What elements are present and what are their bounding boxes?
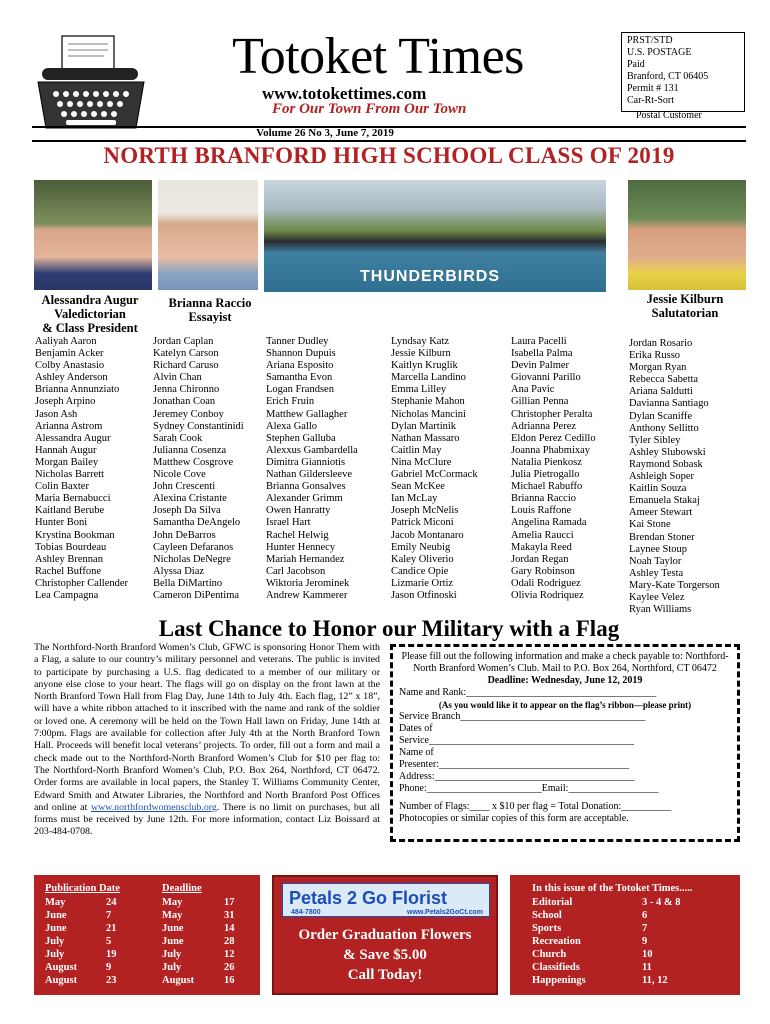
issue-pages: 3 - 4 & 8 bbox=[642, 897, 681, 908]
typewriter-illustration bbox=[32, 32, 150, 136]
postage-line: Paid bbox=[627, 59, 645, 70]
issue-pages: 6 bbox=[642, 910, 648, 921]
graduate-name: Ana Pavic bbox=[511, 384, 555, 396]
graduate-name: Benjamin Acker bbox=[35, 348, 104, 360]
florist-url: www.Petals2GoCt.com bbox=[407, 909, 483, 916]
schedule-cell: 12 bbox=[224, 949, 235, 960]
schedule-cell: 14 bbox=[224, 923, 235, 934]
honoree-role: Valedictorian bbox=[54, 307, 126, 321]
graduate-name: Cameron DiPentima bbox=[153, 589, 240, 601]
issue-section: Church bbox=[532, 949, 567, 960]
schedule-cell: August bbox=[45, 962, 78, 973]
graduate-column bbox=[153, 336, 244, 602]
graduate-name: Julianna Cosenza bbox=[153, 444, 227, 456]
graduate-name: Alexa Gallo bbox=[266, 420, 318, 432]
graduate-name: Alexina Cristante bbox=[153, 493, 227, 505]
graduate-name: Alvin Chan bbox=[153, 372, 202, 384]
graduate-name: Isabella Palma bbox=[511, 348, 573, 360]
presenter-field[interactable]: Presenter:______________________________________ bbox=[399, 759, 629, 770]
graduate-name: Davianna Santiago bbox=[629, 398, 709, 410]
issue-pages: 7 bbox=[642, 923, 648, 934]
newspaper-title: Totoket Times bbox=[232, 28, 524, 85]
graduate-name: Adrianna Perez bbox=[511, 420, 577, 432]
graduate-name: Alyssa Diaz bbox=[153, 565, 205, 577]
graduate-name: Joanna Phabmixay bbox=[511, 444, 591, 456]
graduate-name: Aaliyah Aaron bbox=[35, 336, 97, 347]
graduate-column bbox=[511, 336, 596, 602]
graduate-name: Christopher Peralta bbox=[511, 408, 593, 420]
military-article bbox=[34, 642, 380, 839]
graduate-name: John Crescenti bbox=[153, 481, 216, 493]
graduate-name: Giovanni Parillo bbox=[511, 372, 581, 384]
schedule-cell: July bbox=[162, 949, 182, 960]
schedule-cell: 7 bbox=[106, 910, 112, 921]
graduate-name: Alexander Grimm bbox=[266, 493, 343, 505]
graduate-name: Angelina Ramada bbox=[511, 517, 587, 529]
graduate-name: Ameer Stewart bbox=[629, 507, 693, 519]
photocopies-note: Photocopies or similar copies of this form are acceptable. bbox=[399, 813, 629, 824]
dates-label: Dates of bbox=[399, 723, 433, 734]
schedule-cell: 19 bbox=[106, 949, 117, 960]
valedictorian-caption bbox=[30, 293, 150, 335]
graduate-name: Jason Ash bbox=[35, 408, 78, 420]
schedule-cell: 5 bbox=[106, 936, 112, 947]
photo-banner-text: THUNDERBIRDS bbox=[360, 268, 500, 285]
graduate-name: Colby Anastasio bbox=[35, 360, 105, 372]
schedule-cell: June bbox=[162, 923, 184, 934]
divider bbox=[32, 140, 746, 142]
ad-line: Order Graduation Flowers bbox=[298, 927, 472, 943]
graduate-name: Katelyn Carson bbox=[153, 348, 219, 360]
graduate-name: Ariana Esposito bbox=[266, 360, 334, 372]
graduate-name: Julia Pietrogallo bbox=[511, 469, 580, 481]
graduate-name: Hunter Boni bbox=[35, 517, 88, 529]
schedule-cell: 31 bbox=[224, 910, 235, 921]
graduate-name: Caitlin May bbox=[391, 444, 442, 456]
graduate-name: Morgan Bailey bbox=[35, 456, 99, 468]
graduate-name: Ariana Saldutti bbox=[629, 386, 693, 398]
ad-line: & Save $5.00 bbox=[343, 947, 427, 963]
graduate-name: Dylan Scaniffe bbox=[629, 410, 693, 422]
honoree-role: Essayist bbox=[188, 310, 232, 324]
graduate-column bbox=[266, 336, 358, 602]
schedule-cell: August bbox=[162, 975, 195, 986]
graduate-name: Nicholas Mancini bbox=[391, 408, 466, 420]
graduate-name: Jordan Caplan bbox=[153, 336, 214, 347]
graduate-name: Nicole Cove bbox=[153, 469, 206, 481]
issue-pages: 11, 12 bbox=[642, 975, 668, 986]
essayist-caption bbox=[150, 296, 270, 324]
issue-section: Sports bbox=[532, 923, 562, 934]
issue-section: Recreation bbox=[532, 936, 581, 947]
graduate-name: Rachel Helwig bbox=[266, 529, 329, 541]
graduate-name: Alexxus Gambardella bbox=[266, 444, 358, 456]
schedule-cell: July bbox=[45, 949, 65, 960]
graduate-name: Rebecca Sabetta bbox=[629, 374, 699, 386]
graduate-name: Odali Rodriguez bbox=[511, 577, 581, 589]
graduate-name: Tyler Sibley bbox=[629, 434, 681, 446]
graduate-name: Hunter Hennecy bbox=[266, 541, 336, 553]
graduate-name: Kai Stone bbox=[629, 519, 671, 531]
graduate-name: Gabriel McCormack bbox=[391, 469, 478, 481]
graduate-name: Stephen Galluba bbox=[266, 432, 336, 444]
graduate-name: Olivia Rodriquez bbox=[511, 589, 584, 601]
issue-section: Happenings bbox=[532, 975, 586, 986]
schedule-cell: 17 bbox=[224, 897, 235, 908]
graduate-name: Colin Baxter bbox=[35, 481, 89, 493]
graduate-name: Krystina Bookman bbox=[35, 529, 115, 541]
issue-pages: 9 bbox=[642, 936, 648, 947]
graduate-name: Stephanie Mahon bbox=[391, 396, 465, 408]
graduate-name: Raymond Sobask bbox=[629, 458, 703, 470]
form-intro: Please fill out the following information and make a check payable to: Northford-North Branford Women’s Club. Mail to P.O. Box 264, Northford, CT 06472 bbox=[401, 651, 729, 674]
honoree-name: Brianna Raccio bbox=[168, 296, 252, 310]
graduate-name: Candice Opie bbox=[391, 565, 449, 577]
postage-box bbox=[621, 32, 745, 112]
florist-phone: 484-7800 bbox=[291, 909, 321, 916]
graduate-name: Tanner Dudley bbox=[266, 336, 329, 347]
graduate-name: Louis Raffone bbox=[511, 505, 572, 517]
postage-line: PRST/STD bbox=[627, 35, 673, 46]
graduate-name: Makayla Reed bbox=[511, 541, 572, 553]
graduate-name: Kaitlin Souza bbox=[629, 483, 687, 495]
schedule-cell: June bbox=[45, 923, 67, 934]
graduate-name: Arianna Astrom bbox=[35, 420, 103, 432]
club-website-link[interactable]: www.northfordwomensclub.org bbox=[90, 801, 217, 813]
florist-ad[interactable] bbox=[272, 875, 498, 995]
graduate-name: John DeBarros bbox=[153, 529, 216, 541]
graduate-name: Ashleigh Soper bbox=[629, 471, 695, 483]
address-field[interactable]: Address:________________________________________ bbox=[399, 771, 635, 782]
volume-line: Volume 26 No 3, June 7, 2019 bbox=[256, 127, 394, 139]
honoree-name: Jessie Kilburn bbox=[646, 292, 724, 306]
graduate-name: Mariah Hernandez bbox=[266, 553, 345, 565]
schedule-cell: 9 bbox=[106, 962, 112, 973]
website-url[interactable]: www.totokettimes.com bbox=[262, 84, 427, 103]
graduate-name: Ian McLay bbox=[391, 493, 438, 505]
graduate-name: Sydney Constantinidi bbox=[153, 420, 244, 432]
issue-section: Editorial bbox=[532, 897, 573, 908]
graduate-name: Ashley Brennan bbox=[35, 553, 103, 565]
schedule-cell: July bbox=[162, 962, 182, 973]
service-branch-field[interactable]: Service Branch_____________________________________ bbox=[399, 711, 646, 722]
military-headline: Last Chance to Honor our Military with a Flag bbox=[158, 616, 620, 641]
graduate-name: Jordan Rosario bbox=[629, 338, 693, 349]
graduate-column bbox=[391, 336, 478, 602]
graduate-name: Tobias Bourdeau bbox=[35, 541, 107, 553]
honoree-name: Alessandra Augur bbox=[41, 293, 139, 307]
schedule-cell: 16 bbox=[224, 975, 235, 986]
phone-email-field[interactable]: Phone:_______________________Email:__________________ bbox=[399, 783, 659, 794]
headline: NORTH BRANFORD HIGH SCHOOL CLASS OF 2019 bbox=[103, 143, 675, 168]
service-dates-field[interactable]: Service_________________________________________ bbox=[399, 735, 634, 746]
graduate-name: Dylan Martinik bbox=[391, 420, 457, 432]
graduate-name: Jacob Montanaro bbox=[391, 529, 464, 541]
schedule-cell: 26 bbox=[224, 962, 235, 973]
graduate-name: Dimitra Gianniotis bbox=[266, 456, 346, 468]
salutatorian-caption bbox=[620, 292, 750, 320]
graduate-name: Kaylee Velez bbox=[629, 591, 685, 603]
ad-line: Call Today! bbox=[347, 967, 423, 983]
graduate-name: Sean McKee bbox=[391, 481, 445, 493]
schedule-cell: May bbox=[162, 897, 183, 908]
honoree-role: & Class President bbox=[42, 321, 138, 335]
postal-customer: Postal Customer bbox=[636, 110, 702, 121]
issue-section: School bbox=[532, 910, 562, 921]
graduate-name: Wiktoria Jerominek bbox=[266, 577, 350, 589]
graduate-name: Noah Taylor bbox=[629, 555, 682, 567]
graduate-name: Joseph McNelis bbox=[391, 505, 459, 517]
article-text: The Northford-North Branford Women’s Club, GFWC is sponsoring Honor Them with a Flag, a salute to our country’s military personnel and veterans. The public is invited to participate by purchasing a U.S. flag dedicated to a member of our military or anyone else close to your heart. The flags will go on display on the front lawn at the North Branford Town Hall from Flag Day, June 14th to July 4th. Each flag, 12” x 18”, will have a white ribbon attached to it inscribed with the name and rank of the soldier or loved one. A ceremony will be held on the Town Hall lawn on Friday, June 14th at 7:00pm. Flags are available for collection after July 4th at the North Branford Town Hall. Proceeds will benefit local veterans’ projects. To order, fill out a form and mail a check made out to the Northford-North Branford Women’s Club for $10 per flag to: The Northford-North Branford Women’s Club, P.O. Box 264, Northford, CT 06472. Order forms are available in local papers, the Stanley T. Williams Community Center, Edward Smith and Atwater Libraries, the Northford and North Branford Post Offices and online at bbox=[34, 642, 380, 813]
graduate-column bbox=[629, 338, 720, 616]
ribbon-note: (As you would like it to appear on the flag’s ribbon—please print) bbox=[438, 700, 692, 710]
graduate-name: Jordan Regan bbox=[511, 553, 569, 565]
publication-date-header: Publication Date bbox=[45, 883, 120, 894]
graduate-name: Alessandra Augur bbox=[35, 432, 111, 444]
postage-line: U.S. POSTAGE bbox=[627, 47, 692, 58]
graduate-name: Matthew Gallagher bbox=[266, 408, 348, 420]
graduate-name: Andrew Kammerer bbox=[266, 589, 348, 601]
schedule-cell: May bbox=[45, 897, 66, 908]
graduate-name: Brendan Stoner bbox=[629, 531, 695, 543]
graduate-name: Bella DiMartino bbox=[153, 577, 223, 589]
postage-line: Car-Rt-Sort bbox=[627, 95, 675, 106]
graduate-name: Carl Jacobson bbox=[266, 565, 326, 577]
graduate-name: Samantha Evon bbox=[266, 372, 333, 384]
graduate-name: Joseph Arpino bbox=[35, 396, 96, 408]
graduate-name: Lizmarie Ortiz bbox=[391, 577, 454, 589]
graduate-name: Kaley Oliverio bbox=[391, 553, 454, 565]
graduate-name: Owen Hanratty bbox=[266, 505, 331, 517]
graduate-name: Nathan Massaro bbox=[391, 432, 460, 444]
graduate-name: Brianna Raccio bbox=[511, 493, 577, 505]
in-this-issue-box bbox=[510, 875, 740, 995]
graduate-name: Michael Rabuffo bbox=[511, 481, 583, 493]
florist-logo bbox=[282, 883, 490, 917]
graduate-name: Nicholas Barrett bbox=[35, 469, 105, 481]
graduate-name: Israel Hart bbox=[266, 517, 311, 529]
issue-section: Classifieds bbox=[532, 962, 580, 973]
graduate-name: Lyndsay Katz bbox=[391, 336, 450, 347]
number-of-flags-field[interactable]: Number of Flags:____ x $10 per flag = Total Donation:__________ bbox=[399, 801, 672, 812]
graduate-name: Sarah Cook bbox=[153, 432, 203, 444]
graduate-name: Jessie Kilburn bbox=[391, 348, 451, 360]
graduate-name: Richard Caruso bbox=[153, 360, 219, 372]
graduate-name: Rachel Buffone bbox=[35, 565, 101, 577]
postage-line: Permit # 131 bbox=[627, 83, 679, 94]
graduate-name: Morgan Ryan bbox=[629, 362, 687, 374]
graduate-name: Nina McClure bbox=[391, 456, 452, 468]
graduate-name: Emma Lilley bbox=[391, 384, 447, 396]
graduate-name: Erika Russo bbox=[629, 350, 681, 362]
graduate-name: Ashley Anderson bbox=[35, 372, 108, 384]
form-deadline: Deadline: Wednesday, June 12, 2019 bbox=[487, 675, 643, 686]
graduate-name: Emily Neubig bbox=[391, 541, 451, 553]
graduate-name: Jenna Chironno bbox=[153, 384, 220, 396]
graduate-name: Eldon Perez Cedillo bbox=[511, 432, 596, 444]
tagline: For Our Town From Our Town bbox=[272, 101, 467, 117]
graduate-name: Samantha DeAngelo bbox=[153, 517, 241, 529]
name-rank-field[interactable]: Name and Rank:______________________________________ bbox=[399, 687, 657, 698]
graduate-name: Gary Robinson bbox=[511, 565, 575, 577]
graduate-name: Cayleen Defaranos bbox=[153, 541, 234, 553]
graduate-name: Ashley Testa bbox=[629, 567, 684, 579]
graduate-name: Brianna Annunziato bbox=[35, 384, 120, 396]
graduate-name: Anthony Sellitto bbox=[629, 422, 699, 434]
graduate-name: Joseph Da Silva bbox=[153, 505, 221, 517]
graduate-name: Shannon Dupuis bbox=[266, 348, 336, 360]
graduate-name: Matthew Cosgrove bbox=[153, 456, 234, 468]
honoree-role: Salutatorian bbox=[651, 306, 719, 320]
deadline-header: Deadline bbox=[162, 883, 202, 894]
graduate-name: Christopher Callender bbox=[35, 577, 129, 589]
graduate-name: Kaitlyn Kruglik bbox=[391, 360, 458, 372]
graduate-name: Laynee Stoup bbox=[629, 543, 688, 555]
schedule-cell: 28 bbox=[224, 936, 235, 947]
graduate-name: Marcella Landino bbox=[391, 372, 466, 384]
schedule-cell: August bbox=[45, 975, 78, 986]
name-of-label: Name of bbox=[399, 747, 434, 758]
schedule-cell: June bbox=[162, 936, 184, 947]
graduate-name: Maria Bernabucci bbox=[35, 493, 111, 505]
florist-name: Petals 2 Go Florist bbox=[289, 888, 448, 908]
graduate-name: Jonathan Coan bbox=[153, 396, 216, 408]
graduate-name: Patrick Miconi bbox=[391, 517, 454, 529]
graduate-name: Erich Fruin bbox=[266, 396, 315, 408]
valedictorian-photo bbox=[34, 180, 152, 290]
schedule-cell: 24 bbox=[106, 897, 117, 908]
schedule-cell: May bbox=[162, 910, 183, 921]
graduate-name: Jeremey Conboy bbox=[153, 408, 224, 420]
graduate-name: Ryan Williams bbox=[629, 604, 692, 616]
postage-line: Branford, CT 06405 bbox=[627, 71, 709, 82]
graduate-name: Devin Palmer bbox=[511, 360, 570, 372]
schedule-cell: June bbox=[45, 910, 67, 921]
graduate-name: Logan Frandsen bbox=[266, 384, 334, 396]
graduate-name: Gillian Penna bbox=[511, 396, 569, 408]
graduate-name: Nicholas DeNegre bbox=[153, 553, 231, 565]
salutatorian-photo bbox=[628, 180, 746, 290]
graduate-name: Ashley Slubowski bbox=[629, 446, 706, 458]
graduate-name: Brianna Gonsalves bbox=[266, 481, 346, 493]
graduate-name: Amelia Raucci bbox=[511, 529, 574, 541]
issue-pages: 10 bbox=[642, 949, 653, 960]
schedule-cell: 21 bbox=[106, 923, 117, 934]
schedule-cell: 23 bbox=[106, 975, 117, 986]
publication-schedule bbox=[34, 875, 260, 995]
article-text: . There is no limit on purchases, but all forms must be received by June 12th. For more information, contact Liz Boissard at 203-484-0708. bbox=[34, 801, 380, 838]
graduate-name: Nathan Gildersleeve bbox=[266, 469, 353, 481]
graduate-name: Jason Otfinoski bbox=[391, 589, 457, 601]
graduate-column bbox=[35, 336, 128, 602]
graduate-name: Laura Pacelli bbox=[511, 336, 567, 347]
graduate-name: Kaitland Berube bbox=[35, 505, 105, 517]
graduate-name: Hannah Augur bbox=[35, 444, 97, 456]
flag-order-form bbox=[390, 644, 740, 842]
florist-ad-text bbox=[274, 925, 496, 985]
graduate-name: Mary-Kate Torgerson bbox=[629, 579, 720, 591]
in-this-issue-title: In this issue of the Totoket Times..... bbox=[532, 883, 693, 894]
essayist-photo bbox=[158, 180, 258, 290]
schedule-cell: July bbox=[45, 936, 65, 947]
issue-pages: 11 bbox=[642, 962, 652, 973]
graduate-name: Emanuela Stakaj bbox=[629, 495, 700, 507]
graduate-name: Natalia Pienkosz bbox=[511, 456, 582, 468]
graduate-name: Lea Campagna bbox=[35, 589, 99, 601]
